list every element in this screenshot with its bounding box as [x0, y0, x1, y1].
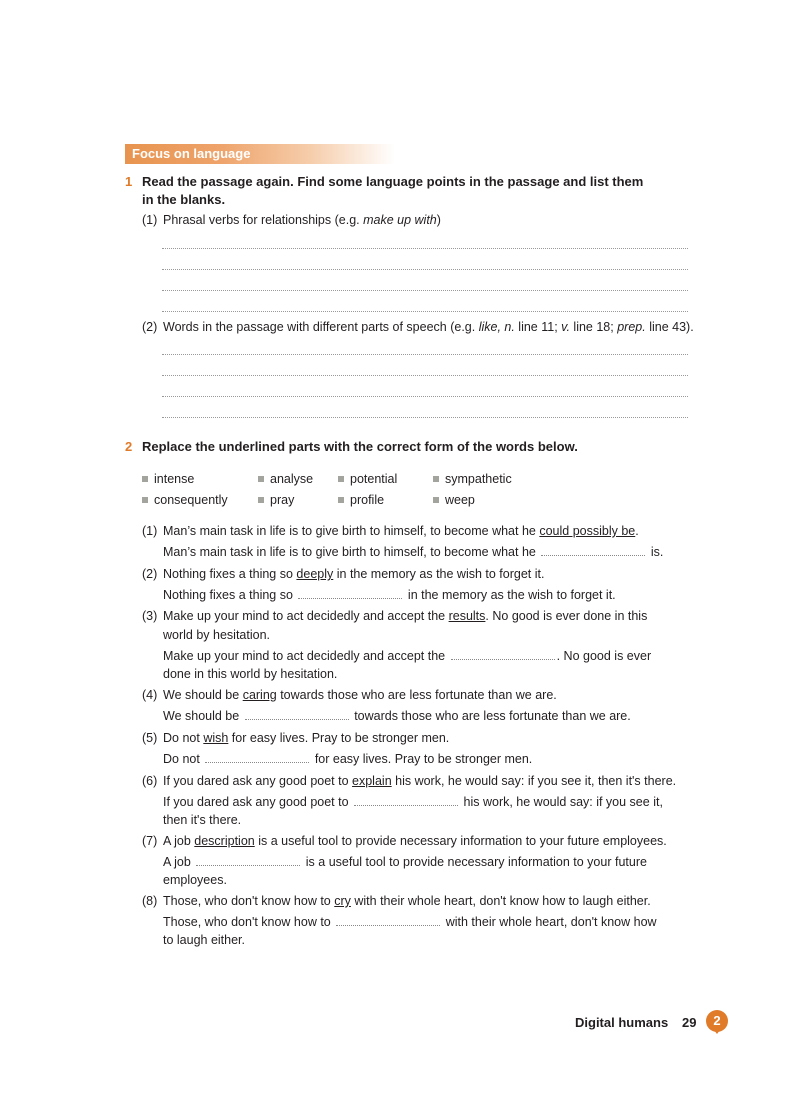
- q1-sub1-label: (1): [142, 213, 158, 227]
- question-1-instruction-line1: Read the passage again. Find some language points in the passage and list them: [142, 174, 644, 189]
- question-1-instruction-line2: in the blanks.: [142, 192, 226, 207]
- rewrite-sentence-cont: then it's there.: [163, 813, 242, 827]
- original-sentence: A job description is a useful tool to provide necessary information to your future employees.: [163, 834, 667, 848]
- fill-in-blank[interactable]: [451, 649, 555, 660]
- answer-line[interactable]: [162, 354, 688, 355]
- word-bank-item: analyse: [258, 471, 313, 487]
- rewrite-sentence: Make up your mind to act decidedly and accept the . No good is ever: [163, 649, 652, 663]
- bullet-square-icon: [433, 476, 439, 482]
- original-sentence: We should be caring towards those who are less fortunate than we are.: [163, 688, 557, 702]
- fill-in-blank[interactable]: [196, 855, 300, 866]
- question-2-number: 2: [125, 439, 133, 454]
- answer-line[interactable]: [162, 290, 688, 291]
- original-sentence: Make up your mind to act decidedly and accept the results. No good is ever done in this: [163, 609, 648, 623]
- question-2-instruction: Replace the underlined parts with the correct form of the words below.: [142, 439, 578, 454]
- fill-in-blank[interactable]: [336, 915, 440, 926]
- rewrite-sentence: Nothing fixes a thing so in the memory as the wish to forget it.: [163, 588, 616, 602]
- section-title: Focus on language: [132, 146, 251, 161]
- bullet-square-icon: [433, 497, 439, 503]
- fill-in-blank[interactable]: [541, 545, 645, 556]
- word-bank-item: pray: [258, 492, 294, 508]
- original-sentence: Those, who don't know how to cry with their whole heart, don't know how to laugh either.: [163, 894, 651, 908]
- item-label: (2): [142, 567, 158, 581]
- word-bank-item: sympathetic: [433, 471, 512, 487]
- fill-in-blank[interactable]: [298, 588, 402, 599]
- item-label: (5): [142, 731, 158, 745]
- item-label: (8): [142, 894, 158, 908]
- word-bank-item: intense: [142, 471, 194, 487]
- rewrite-sentence-cont: to laugh either.: [163, 933, 246, 947]
- word-bank-item: consequently: [142, 492, 228, 508]
- item-label: (6): [142, 774, 158, 788]
- bullet-square-icon: [258, 476, 264, 482]
- answer-line[interactable]: [162, 269, 688, 270]
- answer-line[interactable]: [162, 248, 688, 249]
- unit-badge: 2: [706, 1010, 728, 1032]
- word-bank-item: profile: [338, 492, 384, 508]
- rewrite-sentence-cont: done in this world by hesitation.: [163, 667, 338, 681]
- rewrite-sentence: If you dared ask any good poet to his work, he would say: if you see it,: [163, 795, 663, 809]
- word-bank-item: potential: [338, 471, 397, 487]
- q1-sub2-label: (2): [142, 320, 158, 334]
- item-label: (3): [142, 609, 158, 623]
- bullet-square-icon: [258, 497, 264, 503]
- original-sentence-cont: world by hesitation.: [163, 628, 271, 642]
- answer-line[interactable]: [162, 417, 688, 418]
- original-sentence: If you dared ask any good poet to explain his work, he would say: if you see it, then it's there.: [163, 774, 677, 788]
- rewrite-sentence: A job is a useful tool to provide necessary information to your future: [163, 855, 647, 869]
- original-sentence: Man’s main task in life is to give birth to himself, to become what he could possibly be.: [163, 524, 639, 538]
- bullet-square-icon: [338, 497, 344, 503]
- question-1-instruction: [142, 173, 643, 209]
- footer-unit-title: Digital humans: [575, 1015, 669, 1030]
- answer-line[interactable]: [162, 396, 688, 397]
- fill-in-blank[interactable]: [354, 795, 458, 806]
- q1-sub1-text: Phrasal verbs for relationships (e.g. make up with): [163, 213, 441, 227]
- item-label: (4): [142, 688, 158, 702]
- item-label: (7): [142, 834, 158, 848]
- question-1-number: 1: [125, 174, 133, 189]
- word-bank-item: weep: [433, 492, 475, 508]
- original-sentence: Do not wish for easy lives. Pray to be stronger men.: [163, 731, 450, 745]
- rewrite-sentence-cont: employees.: [163, 873, 227, 887]
- bullet-square-icon: [338, 476, 344, 482]
- bullet-square-icon: [142, 476, 148, 482]
- page-number: 29: [682, 1015, 697, 1030]
- rewrite-sentence: Do not for easy lives. Pray to be stronger men.: [163, 752, 533, 766]
- rewrite-sentence: We should be towards those who are less fortunate than we are.: [163, 709, 631, 723]
- section-header: [125, 144, 395, 164]
- item-label: (1): [142, 524, 158, 538]
- answer-line[interactable]: [162, 311, 688, 312]
- fill-in-blank[interactable]: [205, 752, 309, 763]
- bullet-square-icon: [142, 497, 148, 503]
- rewrite-sentence: Those, who don't know how to with their whole heart, don't know how: [163, 915, 657, 929]
- q1-sub2-text: Words in the passage with different parts of speech (e.g. like, n. line 11; v. line 18; prep. line 43).: [163, 320, 694, 334]
- fill-in-blank[interactable]: [245, 709, 349, 720]
- rewrite-sentence: Man’s main task in life is to give birth to himself, to become what he is.: [163, 545, 664, 559]
- answer-line[interactable]: [162, 375, 688, 376]
- original-sentence: Nothing fixes a thing so deeply in the memory as the wish to forget it.: [163, 567, 545, 581]
